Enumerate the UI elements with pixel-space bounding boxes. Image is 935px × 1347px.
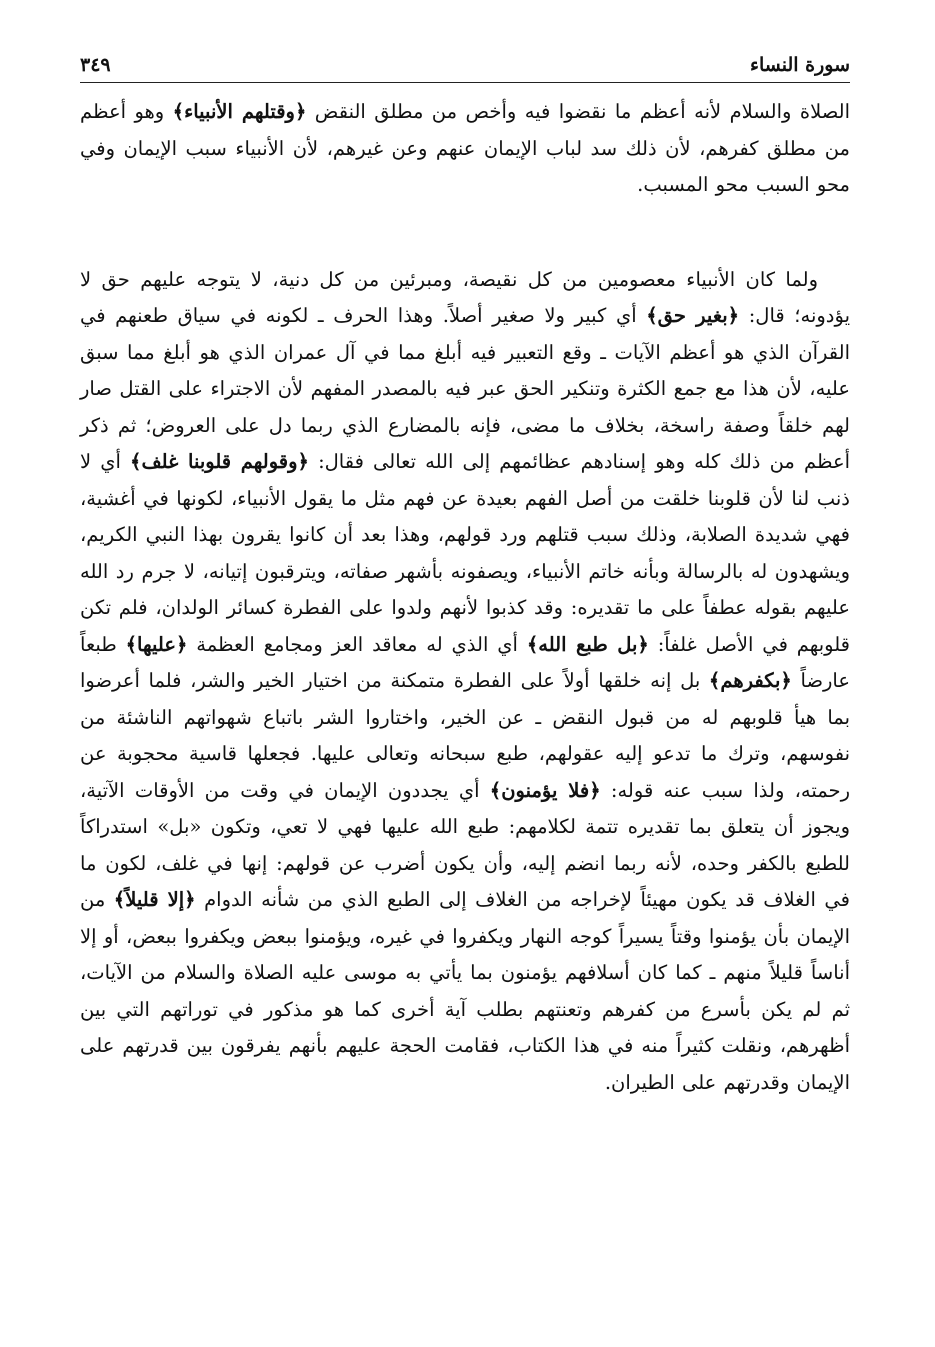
text-segment: بل إنه خلقها أولاً على الفطرة متمكنة من اختيار الخير والشر، فلما أعرضوا بما هيأ قلوبهم له من قبول النقض ـ عن الخير، واختاروا الشر باتباع شهواتهم الناشئة من نفوسهم، وترك ما تدعو إليه عقولهم، طبع سبحانه وتعالى عليها. فجعلها قاسية محجوبة عن رحمته، ولذا سبب عنه قوله: [80,669,850,802]
quranic-quote: ﴿عليها﴾ [125,632,188,656]
paragraph-2 [80,262,850,1102]
surah-title: سورة النساء [750,54,850,76]
text-segment: من الإيمان بأن يؤمنوا وقتاً يسيراً كوجه النهار ويكفروا في غيره، ويؤمنوا ببعض ويكفروا ببعض، أو إلا أناساً قليلاً منهم ـ كما كان أسلافهم يؤمنون بما يأتي به موسى عليه الصلاة والسلام من الآيات، ثم لم يكن بأسرع من كفرهم وتعنتهم بطلب آية أخرى كما هو مذكور في توراتهم التي بين أظهرهم، ونقلت كثيراً منه في هذا الكتاب، فقامت الحجة عليهم بأنهم يفرقون بين قدرتهم على الإيمان وقدرتهم على الطيران. [80,888,850,1094]
paragraph-1 [80,94,850,204]
book-page [80,48,850,1101]
quranic-quote: ﴿بغير حق﴾ [646,304,740,327]
text-segment: وهو أعظم من مطلق كفرهم، لأن ذلك سد لباب الإيمان عنهم وعن غيرهم، لأن الأنبياء سبب الإيمان وفي محو السبب محو المسبب. [80,100,850,196]
quranic-quote: ﴿وقولهم قلوبنا غلف﴾ [130,450,309,473]
page-number: ٣٤٩ [80,54,111,76]
text-segment: أي لا ذنب لنا لأن قلوبنا خلقت من أصل الفهم بعيدة عن فهم مثل ما يقول الأنبياء، لكونها في أغشية، فهي شديدة الصلابة، وذلك سبب قتلهم ورد قولهم، وهذا بعد أن كانوا يقرون بهذا النبي الكريم، ويشهدون له بالرسالة وبأنه خاتم الأنبياء، ويصفونه بأشهر صفاته، ويترقبون إتيانه، لا جرم رد الله عليهم بقوله عطفاً على ما تقديره: وقد كذبوا لأنهم ولدوا على الفطرة كسائر الولدان، فلم تكن قلوبهم في الأصل غلفاً: [80,450,850,656]
quranic-quote: ﴿بكفرهم﴾ [708,669,792,692]
text-segment: طبعاً عارضاً [80,632,850,692]
quranic-quote: ﴿وقتلهم الأنبياء﴾ [172,100,307,123]
text-segment: أي الذي له معاقد العز ومجامع العظمة [187,632,527,656]
text-segment: الصلاة والسلام لأنه أعظم ما نقضوا فيه وأخص من مطلق النقض [306,100,850,123]
running-header [80,48,850,83]
quranic-quote: ﴿بل طبع الله﴾ [526,632,649,656]
quranic-quote: ﴿فلا يؤمنون﴾ [489,778,601,802]
text-segment: أي كبير ولا صغير أصلاً. وهذا الحرف ـ لكونه في سياق طعنهم في القرآن الذي هو أعظم الآيات ـ وقع التعبير فيه أبلغ مما في آل عمران الذي هو أبلغ مما سبق عليه، لأن هذا مع جمع الكثرة وتنكير الحق عبر فيه بالمصدر المفهم لأن الاجتراء على القتل صار لهم خلقاً وصفة راسخة، بخلاف ما مضى، فإنه بالمضارع الذي ربما دل على العروض؛ ثم ذكر أعظم من ذلك كله وهو إسنادهم عظائمهم إلى الله تعالى فقال: [80,304,850,473]
text-segment: أي يجددون الإيمان في وقت من الأوقات الآتية، ويجوز أن يتعلق بما تقديره تتمة لكلامهم: طبع الله عليها فهي لا تعي، وتكون «بل» استدراكاً للطبع بالكفر وحده، لأنه ربما انضم إليه، وأن يكون أضرب عن قولهم: إنها في غلف، لكون ما في الغلاف قد يكون مهيئاً لإخراجه من الغلاف إلى الطبع الذي من شأنه الدوام [80,778,850,911]
quranic-quote: ﴿إلا قليلاً﴾ [113,888,196,911]
text-segment: ولما كان الأنبياء معصومين من كل نقيصة، ومبرئين من كل دنية، لا يتوجه عليهم حق لا يؤدونه؛ قال: [80,267,850,327]
